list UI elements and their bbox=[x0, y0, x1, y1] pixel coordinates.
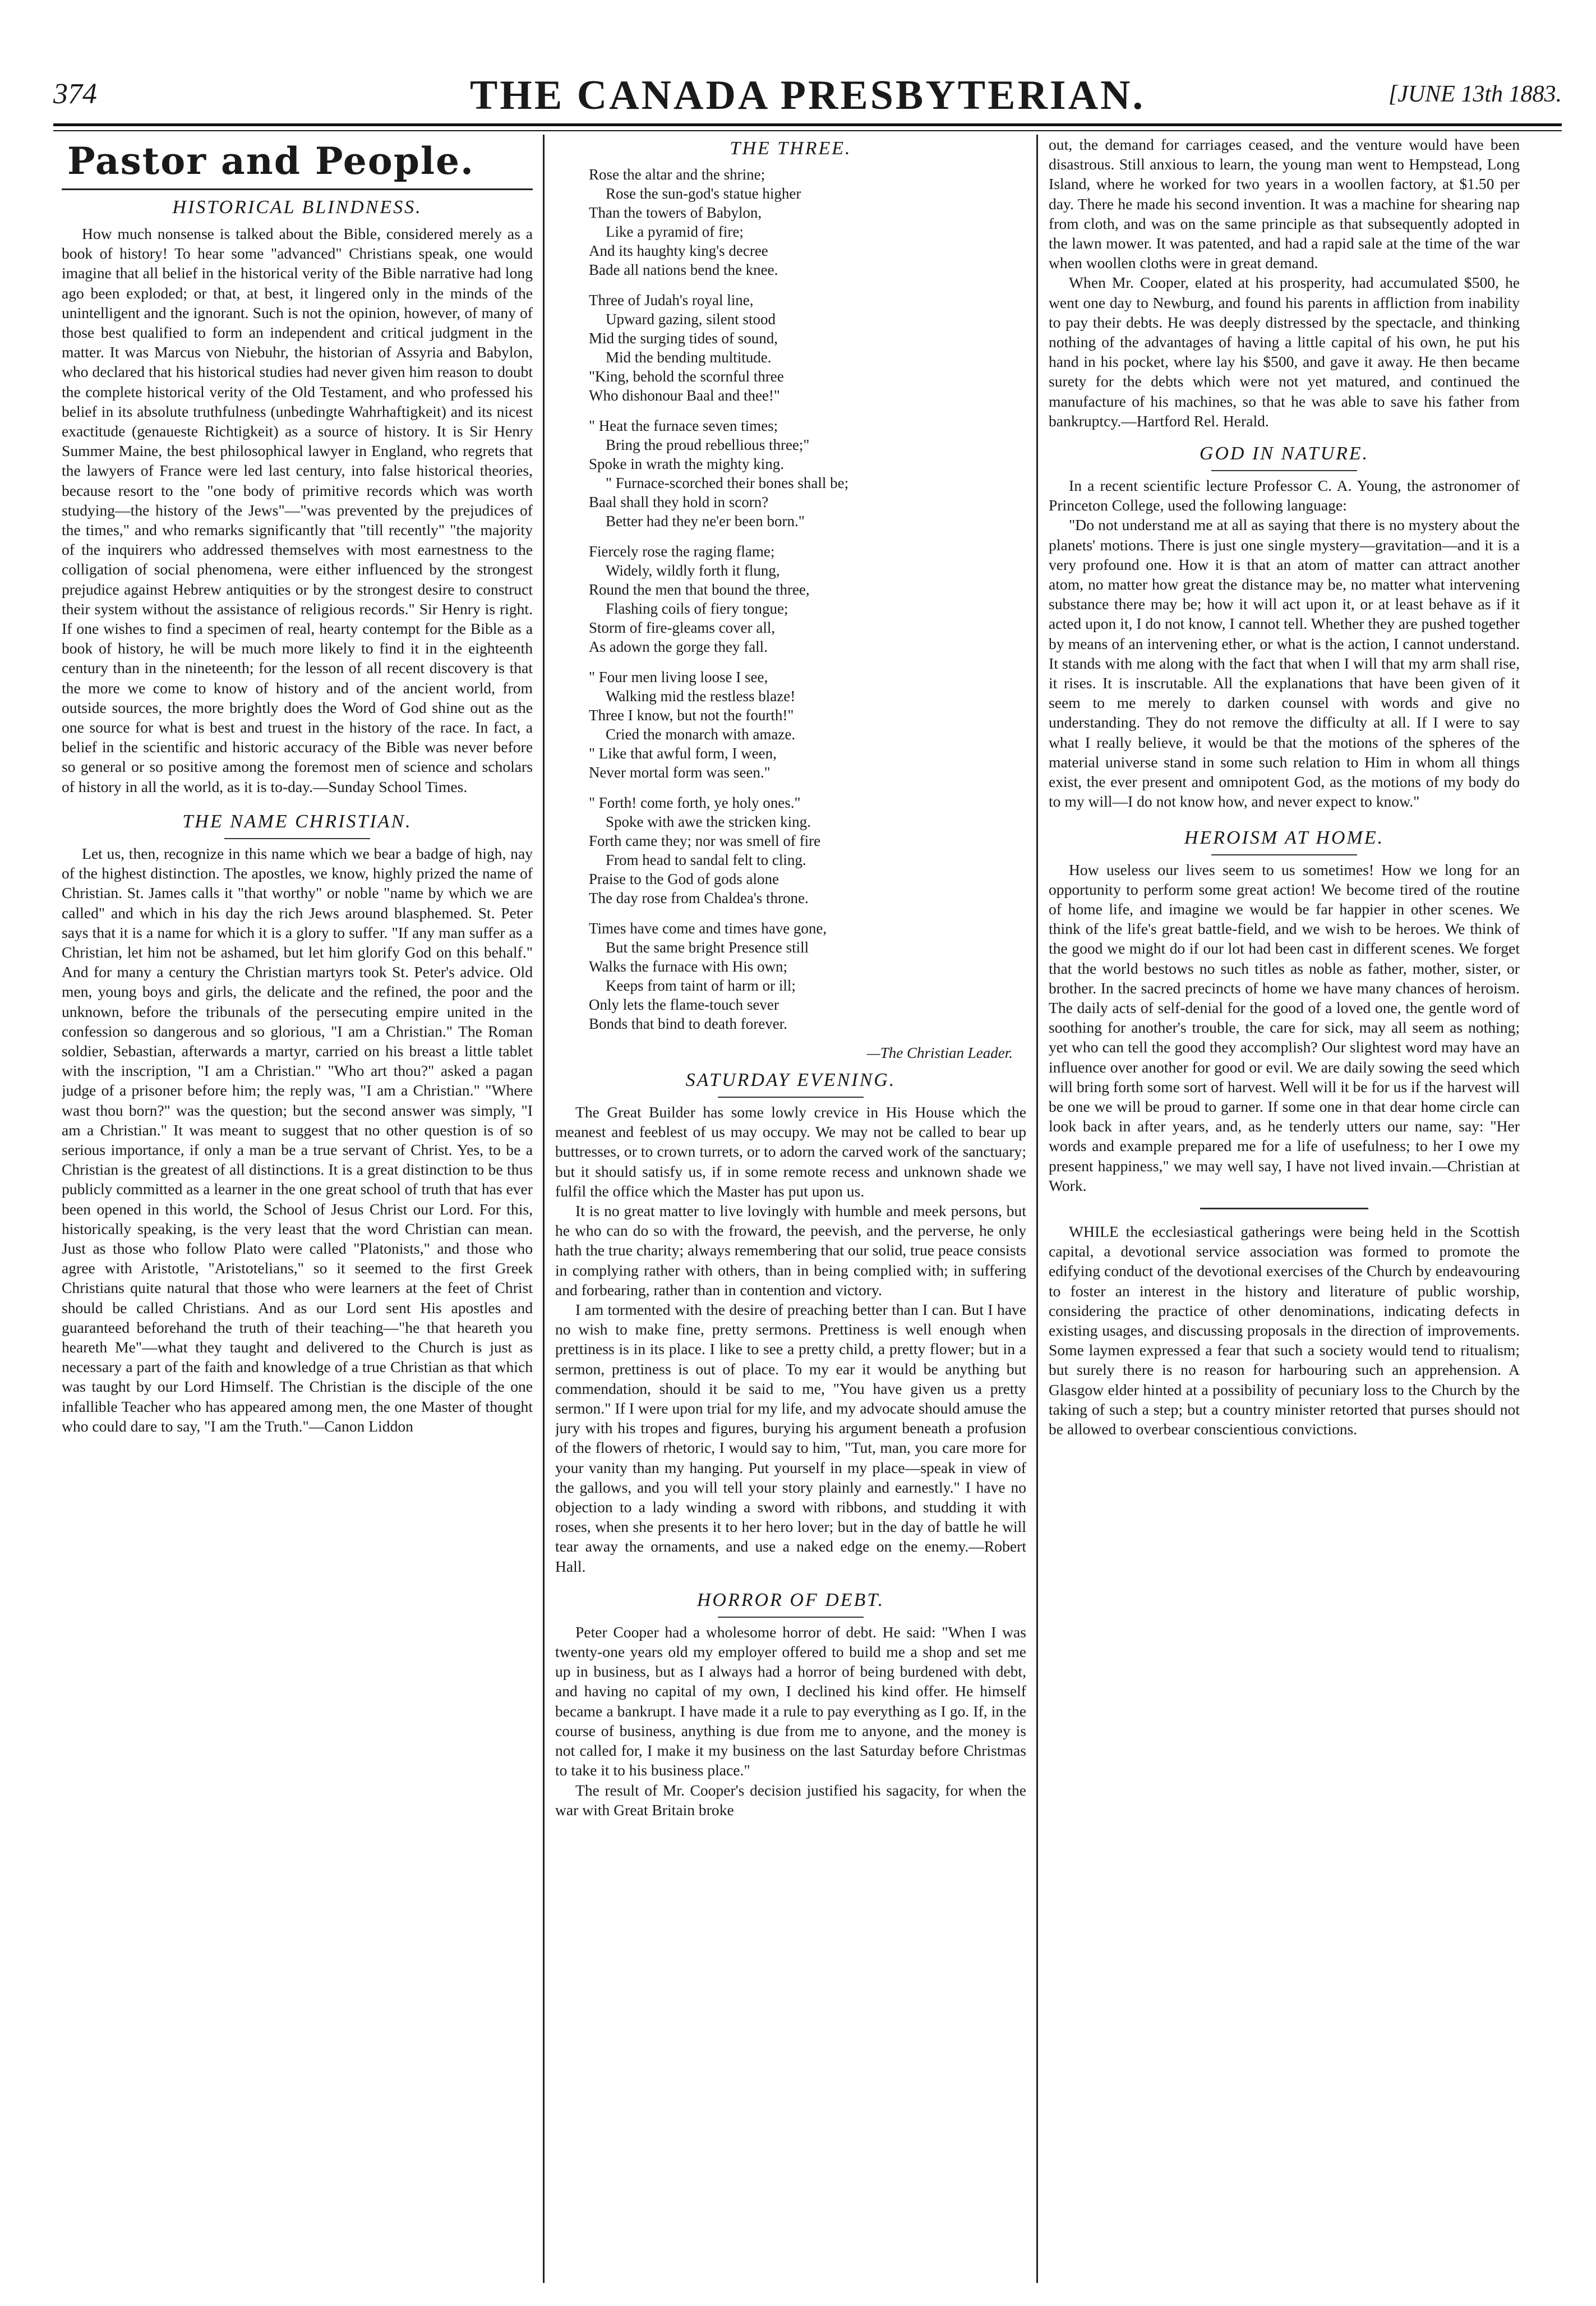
article-body: Let us, then, recognize in this name which we bear a badge of high, nay of the highest distinction. The apostles, we know, highly prized the name of Christian. St. James calls it "that worthy" or noble "name by which we are called" and which in his day the rich Jews around blasphemed. St. Peter says that it is a name for which it is a glory to suffer. "If any man suffer as a Christian, let him not be ashamed, but let him glorify God on this behalf." And for many a century the Christian martyrs took St. Peter's advice. Old men, young boys and girls, the delicate and the refined, the poor and the unknown, before the tribunals of the persecuting empire united in the confession so dangerous and so glorious, "I am a Christian." The Roman soldier, Sebastian, afterwards a martyr, carried on his breast a little tablet with the inscription, "I am a Christian." "Who art thou?" asked a pagan judge of a prisoner before him; the reply was, "I am a Christian." "Where wast thou born?" was the question; but the second answer was simply, "I am a Christian." It was meant to suggest that no other question is of so serious importance, if only a man be a true servant of Christ. Yes, to be a Christian is the greatest of all distinctions. It is a great distinction to be thus publicly committed as a learner in the one great school of truth that has ever been opened in this world, the School of Jesus Christ our Lord. For this, historically speaking, is the very least that the word Christian can mean. Just as those who follow Plato were called "Platonists," and those who agree with Aristotle, "Aristotelians," so it seemed to the first Greek Christians quite natural that those who were learners at the feet of Christ should be called Christians. And as our Lord sent His apostles and guaranteed beforehand the truth of their teaching—"he that heareth you heareth Me"—what they taught and delivered to the Church is just as necessary a part of the faith and knowledge of a true Christian as that which was taught by our Lord Himself. The Christian is the disciple of the one infallible Teacher who has appeared among men, the one Master of thought who could dare to say, "I am the Truth."—Canon Liddon bbox=[62, 844, 533, 1435]
article-paragraph: "Do not understand me at all as saying that there is no mystery about the planets' motions. There is just one single mystery—gravitation—and it is a very profound one. How it is that an atom of matter can attract another atom, no matter how great the distance may be, no matter what intervening substance there may be; how it will act upon it, or at least behave as if it acted upon it, I do not know, I cannot tell. Whether they are pushed together by means of an intervening ether, or what is the action, I cannot understand. It stands with me along with the fact that when I will that my arm shall rise, it rises. It is inscrutable. All the explanations that have been given of it seem to me merely to darken counsel with words and give no understanding. They do not remove the difficulty at all. If I were to say what I really believe, it would be that the motions of the spheres of the material universe stand in some such relation to Him in whom all things exist, the ever present and omnipotent God, as the motions of my body do to my will—I do not know how, and never expect to know." bbox=[1049, 516, 1520, 811]
poem-line: Better had they ne'er been born." bbox=[606, 513, 805, 530]
poem-line: Mid the surging tides of sound, bbox=[589, 330, 778, 347]
title-rule bbox=[718, 1617, 864, 1618]
poem-line: Like a pyramid of fire; bbox=[606, 223, 744, 240]
header-rule bbox=[53, 123, 1562, 126]
poem-line: Never mortal form was seen." bbox=[589, 764, 771, 781]
poem-line: As adown the gorge they fall. bbox=[589, 638, 768, 655]
poem-stanza bbox=[589, 416, 1026, 531]
article-title: GOD IN NATURE. bbox=[1199, 443, 1369, 464]
poem-stanza bbox=[589, 165, 1026, 279]
article-paragraph: Peter Cooper had a wholesome horror of debt. He said: "When I was twenty-one years old my employer offered to build me a shop and set me up in business, but as I always had a horror of being burdened with debt, and having no capital of my own, I declined his kind offer. He himself became a bankrupt. I have made it a rule to pay everything as I go. If, in the course of business, anything is due from me to anyone, and the money is not called for, I make it my business on the last Saturday before Christmas to take it to his business place." bbox=[555, 1623, 1026, 1779]
title-rule bbox=[224, 838, 370, 839]
poem-line: Than the towers of Babylon, bbox=[589, 204, 762, 221]
poem-line: " Furnace-scorched their bones shall be; bbox=[606, 475, 849, 491]
poem-line: Widely, wildly forth it flung, bbox=[606, 562, 780, 579]
poem-line: Mid the bending multitude. bbox=[606, 349, 772, 366]
poem-line: Who dishonour Baal and thee!" bbox=[589, 387, 780, 404]
poem-line: Walks the furnace with His own; bbox=[589, 958, 787, 975]
poem-line: Walking mid the restless blaze! bbox=[606, 688, 796, 705]
poem-line: " Forth! come forth, ye holy ones." bbox=[589, 794, 801, 811]
poem-line: Keeps from taint of harm or ill; bbox=[606, 977, 796, 994]
article-title: HORROR OF DEBT. bbox=[696, 1589, 885, 1610]
poem-title: THE THREE. bbox=[730, 138, 852, 159]
poem-stanza bbox=[589, 291, 1026, 405]
article-title: HISTORICAL BLINDNESS. bbox=[172, 197, 422, 218]
poem-line: Forth came they; nor was smell of fire bbox=[589, 832, 821, 849]
column-3 bbox=[1049, 135, 1520, 2283]
column-1 bbox=[62, 135, 533, 2283]
poem-line: Spoke in wrath the mighty king. bbox=[589, 455, 784, 472]
column-divider bbox=[1036, 135, 1038, 2283]
poem bbox=[589, 165, 1026, 1033]
poem-line: Baal shall they hold in scorn? bbox=[589, 494, 769, 510]
poem-stanza bbox=[589, 542, 1026, 656]
poem-line: Three of Judah's royal line, bbox=[589, 292, 754, 309]
poem-line: " Four men living loose I see, bbox=[589, 669, 768, 685]
poem-line: Upward gazing, silent stood bbox=[606, 311, 776, 328]
article-title: HEROISM AT HOME. bbox=[1184, 827, 1385, 848]
article-body: How much nonsense is talked about the Bible, considered merely as a book of history! To hear some "advanced" Christians speak, one would imagine that all belief in the historical verity of the Bible narrative had long ago been exploded; or that, at best, it lingered only in the minds of the unintelligent and the ignorant. Such is not the opinion, however, of many of those best qualified to form an independent and critical judgment in the matter. It was Marcus von Niebuhr, the historian of Assyria and Babylon, who declared that his historical studies had never given him reason to doubt the complete historical verity of the Old Testament, and who professed his belief in its absolute truthfulness (unbedingte Wahrhaftigkeit) and its nicest exactitude (genaueste Richtigkeit) as a source of history. It is Sir Henry Summer Maine, the best philosophical lawyer in England, who regrets that the lawyers of France were led last century, into false historical theories, because resort to the "one body of primitive records which was worth studying—the history of the Jews"—"was prevented by the prejudices of the times," and who remarks significantly that "till recently" "the majority of the inquirers who addressed themselves with most earnestness to the colligation of social phenomena, were either influenced by the strongest prejudice against Hebrew antiquities or by the strongest desire to construct their system without the assistance of religious records." Sir Henry is right. If one wishes to find a specimen of real, hearty contempt for the Bible as a book of history, he will be much more likely to find it in the eighteenth century than in the nineteenth; for the lesson of all recent discovery is that the more we come to know of history and of the ancient world, from outside sources, the more brightly does the Word of God shine out as the one source for what is best and truest in the history of the race. In fact, a belief in the scientific and historic accuracy of the Bible was never before so general or so positive among the foremost men of science and scholars of history in all the world, as it is to-day.—Sunday School Times. bbox=[62, 225, 533, 795]
page-header bbox=[53, 72, 1562, 122]
poem-line: From head to sandal felt to cling. bbox=[606, 851, 806, 868]
poem-credit: —The Christian Leader. bbox=[866, 1044, 1013, 1061]
poem-line: Flashing coils of fiery tongue; bbox=[606, 600, 788, 617]
article-paragraph: The result of Mr. Cooper's decision justified his sagacity, for when the war with Great Britain broke bbox=[555, 1781, 1026, 1819]
poem-line: But the same bright Presence still bbox=[606, 939, 809, 956]
poem-line: Fiercely rose the raging flame; bbox=[589, 543, 775, 560]
poem-line: Storm of fire-gleams cover all, bbox=[589, 619, 776, 636]
article-body: WHILE the ecclesiastical gatherings were being held in the Scottish capital, a devotional service association was formed to promote the edifying conduct of the devotional exercises of the Church by endeavouring to foster an interest in the history and literature of public worship, considering the practice of other denominations, indicating defects in existing usages, and discussing proposals in the direction of improvements. Some laymen expressed a fear that such a society would tend to ritualism; but surely there is no reason for harbouring such an apprehension. A Glasgow elder hinted at a possibility of pecuniary loss to the Church by the taking of such a step; but a country minister retorted that purses should not be allowed to overbear conscientious convictions. bbox=[1049, 1222, 1520, 1438]
poem-line: The day rose from Chaldea's throne. bbox=[589, 890, 809, 906]
poem-stanza bbox=[589, 793, 1026, 908]
poem-line: Three I know, but not the fourth!" bbox=[589, 707, 794, 724]
header-rule-thin bbox=[53, 130, 1562, 131]
poem-line: " Heat the furnace seven times; bbox=[589, 417, 778, 434]
poem-line: Rose the sun-god's statue higher bbox=[606, 185, 801, 202]
poem-line: Spoke with awe the stricken king. bbox=[606, 813, 811, 830]
article-title: SATURDAY EVENING. bbox=[685, 1070, 896, 1090]
article-paragraph: I am tormented with the desire of preaching better than I can. But I have no wish to make fine, pretty sermons. Prettiness is well enough when prettiness is in its place. I like to see a pretty child, a pretty flower; but in a sermon, prettiness is out of place. To my ear it would be anything but commendation, should it be said to me, "You have given us a pretty sermon." If I were upon trial for my life, and my advocate should amuse the jury with his tropes and figures, burying his argument beneath a profusion of the flowers of rhetoric, I would say to him, "Tut, man, you care more for your vanity than my hanging. Put yourself in my place—speak in view of the gallows, and you will tell your story plainly and earnestly." I have no objection to a lady winding a sword with ribbons, and studding it with roses, when she presents it to her hero lover; but in the day of battle he will tear away the ornaments, and use a naked edge on the enemy.—Robert Hall. bbox=[555, 1301, 1026, 1575]
poem-line: Rose the altar and the shrine; bbox=[589, 166, 765, 183]
issue-date: [JUNE 13th 1883. bbox=[1388, 81, 1562, 107]
article-title: THE NAME CHRISTIAN. bbox=[182, 811, 412, 832]
page-number: 374 bbox=[53, 78, 97, 110]
poem-line: " Like that awful form, I ween, bbox=[589, 745, 777, 762]
masthead-title: THE CANADA PRESBYTERIAN. bbox=[469, 72, 1146, 118]
article-paragraph: When Mr. Cooper, elated at his prosperity, had accumulated $500, he went one day to Newburg, and found his parents in affliction from inability to pay their debts. He was deeply distressed by the spectacle, and thinking nothing of the advantages of having a little capital of his own, he put his hand in his pocket, where lay his $500, and gave it away. He then became surety for the debts which were not yet matured, and continued the manufacture of his machines, so that he was able to save his father from bankruptcy.—Hartford Rel. Herald. bbox=[1049, 274, 1520, 430]
article-body: How useless our lives seem to us sometimes! How we long for an opportunity to perform some great action! We become tired of the routine of home life, and imagine we would be far happier in other scenes. We think of the life's great battle-field, and we wish to be heroes. We think of the good we might do if our lot had been cast in different scenes. We forget that the world bestows no such titles as noble as father, mother, sister, or brother. In the sacred precincts of home we have many chances of heroism. The daily acts of self-denial for the good of a loved one, the gentle word of soothing for another's trouble, the care for sick, may all seem as nothing; yet who can tell the good they accomplish? Our slightest word may have an influence over another for good or evil. We are daily sowing the seed which will bring forth some sort of harvest. Well will it be for us if the harvest will be one we will be proud to garner. If some one in that dear home circle can look back in after years, and, as he tenderly utters our name, say: "Her words and example prepared me for a life of usefulness; to her I owe my present happiness," we may well say, I have not lived invain.—Christian at Work. bbox=[1049, 860, 1520, 1194]
article-paragraph: The Great Builder has some lowly crevice in His House which the meanest and feeblest of us may occupy. We may not be called to bear up buttresses, or to crown turrets, or to adorn the carved work of the sanctuary; but it should satisfy us, if in some remote recess and unknown shade we fulfil the office which the Master has put upon us. bbox=[555, 1103, 1026, 1200]
poem-line: Only lets the flame-touch sever bbox=[589, 996, 779, 1013]
poem-line: Bonds that bind to death forever. bbox=[589, 1015, 787, 1032]
column-2 bbox=[555, 135, 1026, 2283]
section-rule bbox=[1200, 1208, 1368, 1209]
poem-stanza bbox=[589, 919, 1026, 1033]
column-divider bbox=[543, 135, 545, 2283]
poem-line: Times have come and times have gone, bbox=[589, 920, 827, 937]
section-banner: Pastor and People. bbox=[62, 135, 533, 190]
poem-line: Bring the proud rebellious three;" bbox=[606, 436, 810, 453]
title-rule bbox=[1211, 470, 1357, 471]
poem-line: Round the men that bound the three, bbox=[589, 581, 810, 598]
poem-line: And its haughty king's decree bbox=[589, 242, 768, 259]
poem-line: Cried the monarch with amaze. bbox=[606, 726, 796, 743]
article-paragraph: In a recent scientific lecture Professor C. A. Young, the astronomer of Princeton College, used the following language: bbox=[1049, 477, 1520, 514]
article-paragraph: out, the demand for carriages ceased, and the venture would have been disastrous. Still anxious to learn, the young man went to Hempstead, Long Island, where he worked for two years in a woollen factory, at $1.50 per day. There he made his second invention. It was a machine for shearing nap from cloth, and was on the same principle as that subsequently adopted in the lawn mower. It was patented, and had a rapid sale at the time of the war when woollen cloths were in great demand. bbox=[1049, 136, 1520, 272]
poem-stanza bbox=[589, 668, 1026, 782]
title-rule bbox=[1211, 854, 1357, 855]
article-paragraph: It is no great matter to live lovingly with humble and meek persons, but he who can do so with the froward, the peevish, and the perverse, he only hath the true charity; always remembering that our solid, true peace consists in complying rather with others, than in being complied with; in suffering and forbearing, rather than in contention and victory. bbox=[555, 1202, 1026, 1299]
poem-line: Praise to the God of gods alone bbox=[589, 871, 779, 887]
poem-line: "King, behold the scornful three bbox=[589, 368, 784, 385]
poem-line: Bade all nations bend the knee. bbox=[589, 261, 778, 278]
title-rule bbox=[718, 1097, 864, 1098]
